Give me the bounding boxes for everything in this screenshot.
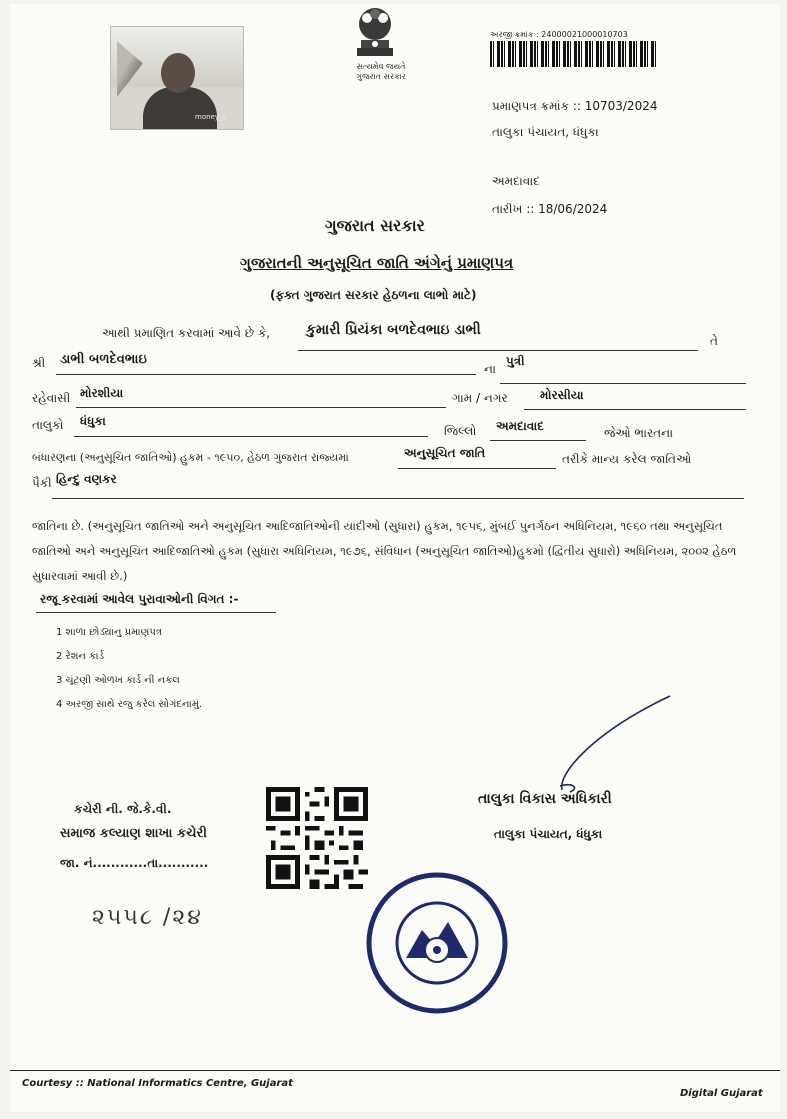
emblem-govt: ગુજરાત સરકાર (356, 72, 406, 81)
barcode (490, 41, 656, 67)
handwritten-number: ૨૫૫૮ /૨૪ (92, 905, 203, 930)
resident: મોરશીયા (80, 386, 124, 400)
te-label: તે (710, 334, 718, 348)
national-emblem-icon (345, 4, 405, 60)
document-item: 3 ચૂંટણી ઓળખ કાર્ડ ની નકલ (56, 675, 180, 686)
recognized-text: તરીકે માન્ય કરેલ જાતિઓ (562, 452, 692, 466)
certificate-note: (ફક્ત ગુજરાત સરકાર હેઠળના લાભો માટે) (270, 288, 477, 302)
footer-brand: Digital Gujarat (680, 1088, 763, 1099)
issue-date: તારીખ :: 18/06/2024 (492, 202, 608, 216)
taluka: ધંધુકા (80, 414, 106, 428)
certificate-title: ગુજરાતની અનુસૂચિત જાતિ અંગેનું પ્રમાણપત્ર (240, 254, 514, 272)
photo-watermark: money_s (195, 113, 227, 121)
resident-label: રહેવાસી (32, 391, 71, 405)
na-label: ના (484, 362, 496, 376)
documents-heading: રજૂ કરવામાં આવેલ પુરાવાઓની વિગત :- (40, 592, 239, 606)
relation: પુત્રી (506, 354, 525, 368)
office-stamp-line3: જા. નં............તા........... (60, 856, 209, 870)
emblem-motto: સત્યમેવ જયતે (356, 62, 406, 71)
document-item: 2 રેશન કાર્ડ (56, 651, 105, 662)
order-text: બંધારણના (અનુસૂચિત જાતિઓ) હુકમ - ૧૯૫૦, હેઠળ ગુજરાત રાજ્યમાં (32, 451, 349, 464)
father-name: ડાભી બળદેવભાઇ (60, 352, 147, 367)
category: અનુસૂચિત જાતિ (404, 446, 486, 460)
village: મોરસીયા (540, 388, 584, 402)
header-place: અમદાવાદ (492, 174, 540, 188)
applicant-photo (110, 26, 244, 130)
application-number: અરજી ક્રમાંક : 24000021000010703 (490, 30, 628, 39)
footer-courtesy: Courtesy :: National Informatics Centre, Gujarat (22, 1078, 293, 1089)
india-text: જેઓ ભારતના (604, 426, 674, 440)
paiki-label: પૈકી (32, 476, 52, 490)
certify-label: આથી પ્રમાણિત કરવામાં આવે છે કે, (102, 326, 271, 340)
taluka-panchayat-seal-icon (366, 872, 508, 1014)
govt-title: ગુજરાત સરકાર (325, 216, 425, 235)
village-label: ગામ / નગર (452, 391, 508, 405)
shri-label: શ્રી (32, 356, 46, 370)
office-stamp-line2: સમાજ કલ્યાણ શાખા કચેરી (60, 826, 207, 841)
applicant-name: કુમારી પ્રિયંકા બળદેવભાઇ ડાભી (306, 322, 481, 338)
signature-icon (522, 694, 672, 794)
signatory-office: તાલુકા પંચાયત, ધંધુકા (494, 827, 603, 841)
document-item: 4 અરજી સાથે રજુ કરેલ સોગંદનામું. (56, 699, 203, 710)
header-office: તાલુકા પંચાયત, ધંધુકા (492, 125, 599, 139)
district-label: જિલ્લો (444, 424, 477, 438)
caste: હિન્દુ વણકર (56, 472, 117, 486)
certificate-number: પ્રમાણપત્ર ક્રમાંક :: 10703/2024 (492, 99, 658, 113)
district: અમદાવાદ (496, 419, 544, 433)
footer-divider (10, 1070, 780, 1071)
emblem-caption (336, 62, 426, 82)
signatory-designation: તાલુકા વિકાસ અધિકારી (478, 791, 612, 807)
document-item: 1 શાળા છોડ્યાનુ પ્રમાણપત્ર (56, 627, 162, 638)
qr-code-icon (264, 787, 370, 889)
legal-paragraph: જાતિના છે. (અનુસૂચિત જાતિઓ અને અનુસૂચિત આદિજાતિઓની યાદીઓ (સુધારા) હુકમ, ૧૯૫૬, મુંબઈ પુનર્ગઠન અધિનિયમ, ૧૯૬૦ તથા અનુસૂચિત જાતિઓ અને અનુસૂચિત આદિજાતિઓ હુકમ (સુધારા અધિનિયમ, ૧૯૭૬, સંવિધાન (અનુસૂચિત જાતિઓ)હુકમો (દ્વિતીય સુધારો) અધિનિયમ, ૨૦૦૨ હેઠળ સુધારવામાં આવી છે.) (32, 519, 737, 583)
office-stamp-line1: કચેરી ની. જે.કે.વી. (74, 802, 172, 816)
taluka-label: તાલુકો (32, 418, 64, 432)
